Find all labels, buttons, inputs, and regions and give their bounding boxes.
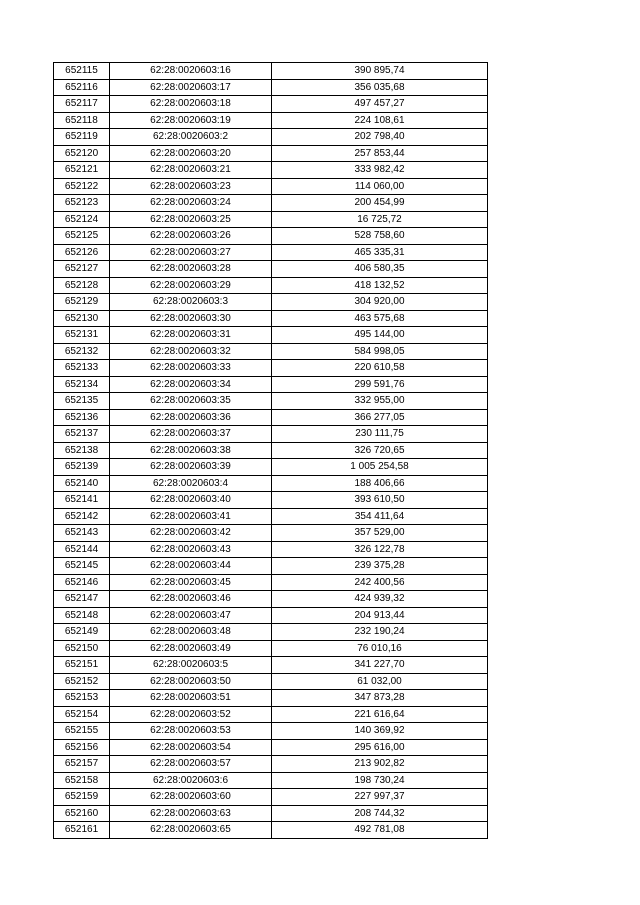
table-row: [54, 228, 488, 245]
row-id-cell: 652156: [54, 739, 110, 756]
row-id-cell: 652125: [54, 228, 110, 245]
cadastral-value-cell: 326 720,65: [272, 442, 488, 459]
cadastral-number-cell: 62:28:0020603:50: [110, 673, 272, 690]
table-row: [54, 63, 488, 80]
cadastral-value-cell: 497 457,27: [272, 96, 488, 113]
row-id-cell: 652116: [54, 79, 110, 96]
table-row: [54, 129, 488, 146]
row-id-cell: 652120: [54, 145, 110, 162]
cadastral-number-cell: 62:28:0020603:20: [110, 145, 272, 162]
cadastral-value-cell: 424 939,32: [272, 591, 488, 608]
cadastral-value-cell: 406 580,35: [272, 261, 488, 278]
row-id-cell: 652137: [54, 426, 110, 443]
cadastral-number-cell: 62:28:0020603:45: [110, 574, 272, 591]
table-row: [54, 162, 488, 179]
cadastral-number-cell: 62:28:0020603:28: [110, 261, 272, 278]
cadastral-number-cell: 62:28:0020603:41: [110, 508, 272, 525]
table-row: [54, 739, 488, 756]
table-body: [54, 63, 488, 839]
cadastral-value-cell: 465 335,31: [272, 244, 488, 261]
table-row: [54, 211, 488, 228]
table-row: [54, 690, 488, 707]
cadastral-value-cell: 242 400,56: [272, 574, 488, 591]
table-row: [54, 574, 488, 591]
row-id-cell: 652146: [54, 574, 110, 591]
cadastral-number-cell: 62:28:0020603:17: [110, 79, 272, 96]
row-id-cell: 652118: [54, 112, 110, 129]
table-row: [54, 195, 488, 212]
row-id-cell: 652145: [54, 558, 110, 575]
cadastral-number-cell: 62:28:0020603:47: [110, 607, 272, 624]
table-row: [54, 360, 488, 377]
row-id-cell: 652150: [54, 640, 110, 657]
cadastral-value-cell: 204 913,44: [272, 607, 488, 624]
cadastral-number-cell: 62:28:0020603:57: [110, 756, 272, 773]
row-id-cell: 652119: [54, 129, 110, 146]
cadastral-number-cell: 62:28:0020603:2: [110, 129, 272, 146]
row-id-cell: 652126: [54, 244, 110, 261]
cadastral-value-cell: 356 035,68: [272, 79, 488, 96]
table-row: [54, 442, 488, 459]
table-row: [54, 607, 488, 624]
cadastral-value-cell: 341 227,70: [272, 657, 488, 674]
cadastral-value-cell: 208 744,32: [272, 805, 488, 822]
cadastral-value-cell: 230 111,75: [272, 426, 488, 443]
table-row: [54, 805, 488, 822]
cadastral-number-cell: 62:28:0020603:51: [110, 690, 272, 707]
row-id-cell: 652134: [54, 376, 110, 393]
cadastral-number-cell: 62:28:0020603:21: [110, 162, 272, 179]
cadastral-value-cell: 332 955,00: [272, 393, 488, 410]
cadastral-number-cell: 62:28:0020603:40: [110, 492, 272, 509]
row-id-cell: 652153: [54, 690, 110, 707]
table-row: [54, 409, 488, 426]
row-id-cell: 652123: [54, 195, 110, 212]
table-row: [54, 673, 488, 690]
row-id-cell: 652121: [54, 162, 110, 179]
cadastral-value-cell: 220 610,58: [272, 360, 488, 377]
table-row: [54, 525, 488, 542]
cadastral-number-cell: 62:28:0020603:46: [110, 591, 272, 608]
table-row: [54, 723, 488, 740]
cadastral-value-cell: 366 277,05: [272, 409, 488, 426]
row-id-cell: 652132: [54, 343, 110, 360]
table-row: [54, 327, 488, 344]
cadastral-value-cell: 232 190,24: [272, 624, 488, 641]
row-id-cell: 652141: [54, 492, 110, 509]
cadastral-value-cell: 354 411,64: [272, 508, 488, 525]
row-id-cell: 652124: [54, 211, 110, 228]
cadastral-value-cell: 393 610,50: [272, 492, 488, 509]
row-id-cell: 652154: [54, 706, 110, 723]
cadastral-number-cell: 62:28:0020603:52: [110, 706, 272, 723]
row-id-cell: 652130: [54, 310, 110, 327]
cadastral-value-cell: 333 982,42: [272, 162, 488, 179]
cadastral-value-cell: 221 616,64: [272, 706, 488, 723]
cadastral-value-cell: 202 798,40: [272, 129, 488, 146]
row-id-cell: 652115: [54, 63, 110, 80]
cadastral-value-cell: 295 616,00: [272, 739, 488, 756]
row-id-cell: 652131: [54, 327, 110, 344]
row-id-cell: 652147: [54, 591, 110, 608]
cadastral-number-cell: 62:28:0020603:19: [110, 112, 272, 129]
table-row: [54, 822, 488, 839]
cadastral-number-cell: 62:28:0020603:23: [110, 178, 272, 195]
cadastral-value-cell: 188 406,66: [272, 475, 488, 492]
row-id-cell: 652159: [54, 789, 110, 806]
table-row: [54, 178, 488, 195]
cadastral-value-cell: 304 920,00: [272, 294, 488, 311]
cadastral-value-cell: 390 895,74: [272, 63, 488, 80]
cadastral-value-cell: 16 725,72: [272, 211, 488, 228]
cadastral-number-cell: 62:28:0020603:5: [110, 657, 272, 674]
row-id-cell: 652129: [54, 294, 110, 311]
table-row: [54, 541, 488, 558]
table-row: [54, 261, 488, 278]
cadastral-number-cell: 62:28:0020603:60: [110, 789, 272, 806]
cadastral-value-table: [53, 62, 488, 839]
table-row: [54, 393, 488, 410]
table-row: [54, 508, 488, 525]
row-id-cell: 652136: [54, 409, 110, 426]
cadastral-number-cell: 62:28:0020603:43: [110, 541, 272, 558]
table-row: [54, 459, 488, 476]
row-id-cell: 652148: [54, 607, 110, 624]
row-id-cell: 652158: [54, 772, 110, 789]
cadastral-value-cell: 76 010,16: [272, 640, 488, 657]
table-row: [54, 277, 488, 294]
cadastral-number-cell: 62:28:0020603:54: [110, 739, 272, 756]
cadastral-number-cell: 62:28:0020603:42: [110, 525, 272, 542]
cadastral-value-cell: 463 575,68: [272, 310, 488, 327]
cadastral-number-cell: 62:28:0020603:44: [110, 558, 272, 575]
cadastral-number-cell: 62:28:0020603:63: [110, 805, 272, 822]
cadastral-number-cell: 62:28:0020603:32: [110, 343, 272, 360]
row-id-cell: 652151: [54, 657, 110, 674]
cadastral-value-cell: 418 132,52: [272, 277, 488, 294]
row-id-cell: 652140: [54, 475, 110, 492]
row-id-cell: 652133: [54, 360, 110, 377]
cadastral-value-cell: 528 758,60: [272, 228, 488, 245]
cadastral-number-cell: 62:28:0020603:27: [110, 244, 272, 261]
cadastral-number-cell: 62:28:0020603:25: [110, 211, 272, 228]
table-row: [54, 343, 488, 360]
cadastral-value-cell: 239 375,28: [272, 558, 488, 575]
cadastral-number-cell: 62:28:0020603:39: [110, 459, 272, 476]
table-row: [54, 310, 488, 327]
table-row: [54, 640, 488, 657]
cadastral-number-cell: 62:28:0020603:34: [110, 376, 272, 393]
table-row: [54, 426, 488, 443]
row-id-cell: 652135: [54, 393, 110, 410]
row-id-cell: 652157: [54, 756, 110, 773]
cadastral-value-cell: 140 369,92: [272, 723, 488, 740]
cadastral-value-cell: 198 730,24: [272, 772, 488, 789]
table-row: [54, 96, 488, 113]
cadastral-number-cell: 62:28:0020603:38: [110, 442, 272, 459]
row-id-cell: 652128: [54, 277, 110, 294]
table-row: [54, 112, 488, 129]
row-id-cell: 652138: [54, 442, 110, 459]
table-row: [54, 772, 488, 789]
cadastral-number-cell: 62:28:0020603:3: [110, 294, 272, 311]
table-row: [54, 244, 488, 261]
cadastral-value-cell: 495 144,00: [272, 327, 488, 344]
table-row: [54, 789, 488, 806]
row-id-cell: 652149: [54, 624, 110, 641]
table-row: [54, 376, 488, 393]
row-id-cell: 652139: [54, 459, 110, 476]
cadastral-number-cell: 62:28:0020603:29: [110, 277, 272, 294]
cadastral-value-cell: 357 529,00: [272, 525, 488, 542]
row-id-cell: 652160: [54, 805, 110, 822]
row-id-cell: 652127: [54, 261, 110, 278]
cadastral-value-cell: 200 454,99: [272, 195, 488, 212]
table-row: [54, 756, 488, 773]
table-row: [54, 558, 488, 575]
cadastral-value-cell: 257 853,44: [272, 145, 488, 162]
cadastral-number-cell: 62:28:0020603:18: [110, 96, 272, 113]
table-row: [54, 624, 488, 641]
row-id-cell: 652143: [54, 525, 110, 542]
cadastral-number-cell: 62:28:0020603:6: [110, 772, 272, 789]
cadastral-number-cell: 62:28:0020603:31: [110, 327, 272, 344]
table-row: [54, 657, 488, 674]
cadastral-value-cell: 584 998,05: [272, 343, 488, 360]
cadastral-value-cell: 326 122,78: [272, 541, 488, 558]
cadastral-number-cell: 62:28:0020603:16: [110, 63, 272, 80]
table-row: [54, 475, 488, 492]
cadastral-number-cell: 62:28:0020603:24: [110, 195, 272, 212]
table-row: [54, 591, 488, 608]
cadastral-number-cell: 62:28:0020603:35: [110, 393, 272, 410]
table-row: [54, 294, 488, 311]
cadastral-value-cell: 347 873,28: [272, 690, 488, 707]
cadastral-value-cell: 299 591,76: [272, 376, 488, 393]
cadastral-number-cell: 62:28:0020603:26: [110, 228, 272, 245]
cadastral-number-cell: 62:28:0020603:65: [110, 822, 272, 839]
table-row: [54, 145, 488, 162]
cadastral-value-cell: 61 032,00: [272, 673, 488, 690]
row-id-cell: 652161: [54, 822, 110, 839]
cadastral-value-cell: 114 060,00: [272, 178, 488, 195]
cadastral-number-cell: 62:28:0020603:53: [110, 723, 272, 740]
row-id-cell: 652155: [54, 723, 110, 740]
cadastral-number-cell: 62:28:0020603:37: [110, 426, 272, 443]
cadastral-value-cell: 224 108,61: [272, 112, 488, 129]
cadastral-number-cell: 62:28:0020603:30: [110, 310, 272, 327]
row-id-cell: 652152: [54, 673, 110, 690]
cadastral-number-cell: 62:28:0020603:33: [110, 360, 272, 377]
row-id-cell: 652117: [54, 96, 110, 113]
row-id-cell: 652144: [54, 541, 110, 558]
table-row: [54, 79, 488, 96]
cadastral-value-cell: 492 781,08: [272, 822, 488, 839]
cadastral-value-cell: 213 902,82: [272, 756, 488, 773]
cadastral-value-cell: 1 005 254,58: [272, 459, 488, 476]
cadastral-value-cell: 227 997,37: [272, 789, 488, 806]
row-id-cell: 652122: [54, 178, 110, 195]
cadastral-number-cell: 62:28:0020603:36: [110, 409, 272, 426]
cadastral-number-cell: 62:28:0020603:49: [110, 640, 272, 657]
table-row: [54, 492, 488, 509]
cadastral-number-cell: 62:28:0020603:48: [110, 624, 272, 641]
row-id-cell: 652142: [54, 508, 110, 525]
cadastral-number-cell: 62:28:0020603:4: [110, 475, 272, 492]
table-row: [54, 706, 488, 723]
